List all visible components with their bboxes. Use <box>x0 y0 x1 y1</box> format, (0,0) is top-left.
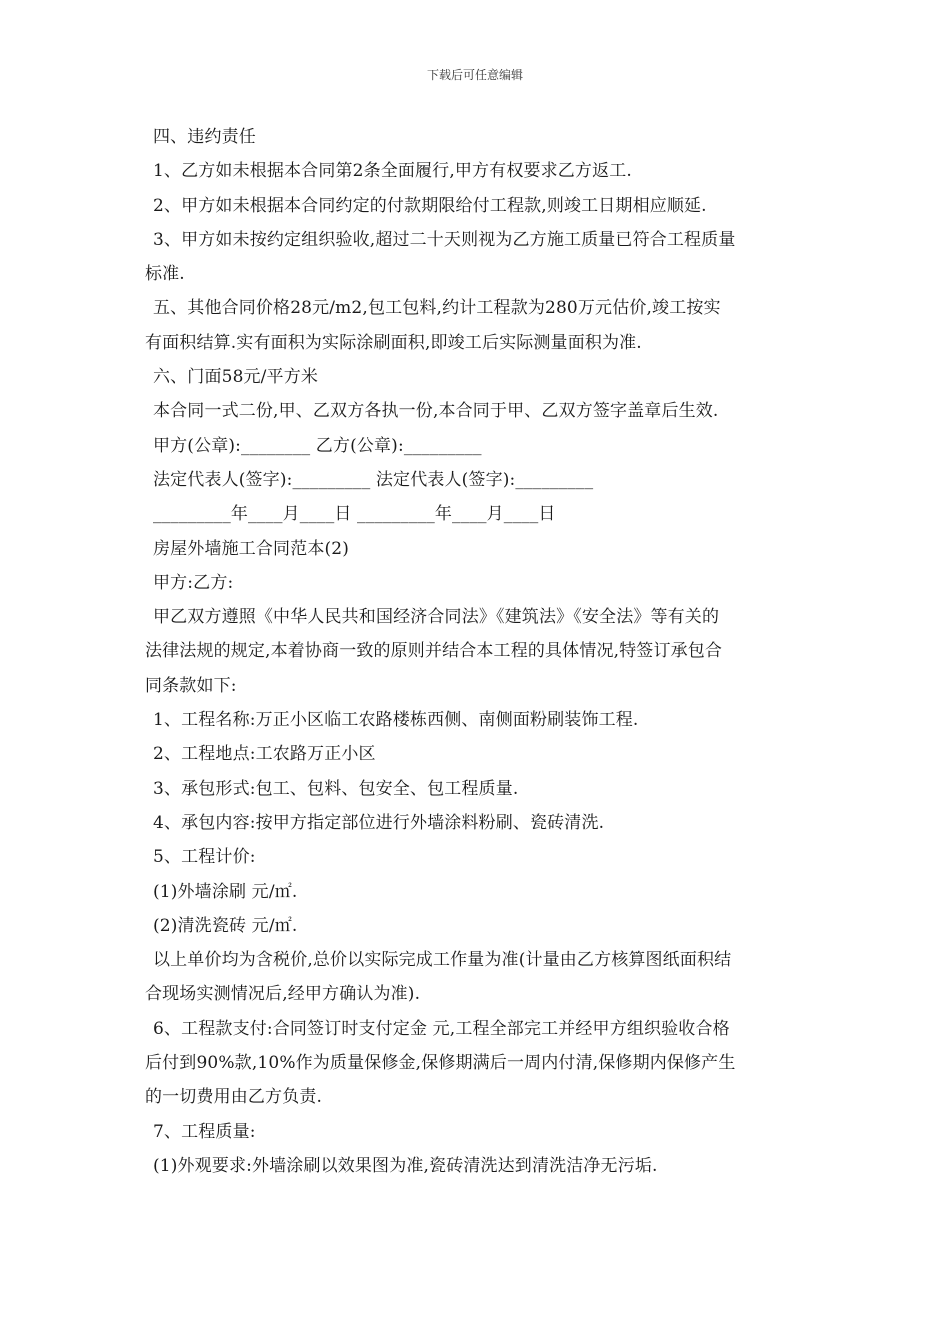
paragraph-line: 1、乙方如未根据本合同第2条全面履行,甲方有权要求乙方返工. <box>153 161 632 182</box>
paragraph-line: 6、工程款支付:合同签订时支付定金 元,工程全部完工并经甲方组织验收合格 <box>153 1018 730 1039</box>
page-header: 下载后可任意编辑 <box>426 68 523 82</box>
paragraph-line: 4、承包内容:按甲方指定部位进行外墙涂料粉刷、瓷砖清洗. <box>153 812 605 833</box>
paragraph-line: 2、工程地点:工农路万正小区 <box>153 744 376 765</box>
paragraph-line: 3、甲方如未按约定组织验收,超过二十天则视为乙方施工质量已符合工程质量 <box>153 229 736 250</box>
paragraph-line: 四、违约责任 <box>153 127 256 147</box>
document-body <box>145 120 810 1183</box>
paragraph-line: 的一切费用由乙方负责. <box>145 1087 323 1108</box>
paragraph-line: 五、其他合同价格28元/m2,包工包料,约计工程款为280万元估价,竣工按实 <box>153 298 721 319</box>
paragraph-line: 5、工程计价: <box>153 847 256 868</box>
paragraph-line: 法定代表人(签字):_________ 法定代表人(签字):_________ <box>153 469 594 490</box>
paragraph-line: 房屋外墙施工合同范本(2) <box>153 538 350 559</box>
paragraph-line: 后付到90%款,10%作为质量保修金,保修期满后一周内付清,保修期内保修产生 <box>145 1053 736 1074</box>
paragraph-line: 合现场实测情况后,经甲方确认为准). <box>145 984 421 1005</box>
paragraph-line: 7、工程质量: <box>153 1121 256 1142</box>
paragraph-line: _________年____月____日 _________年____月____日 <box>153 504 556 525</box>
paragraph-line: 同条款如下: <box>145 675 237 696</box>
paragraph-line: 六、门面58元/平方米 <box>153 367 319 388</box>
paragraph-line: 法律法规的规定,本着协商一致的原则并结合本工程的具体情况,特签订承包合 <box>145 641 723 662</box>
paragraph-line: 1、工程名称:万正小区临工农路楼栋西侧、南侧面粉刷装饰工程. <box>153 710 639 731</box>
paragraph-line: (1)外观要求:外墙涂刷以效果图为准,瓷砖清洗达到清洗洁净无污垢. <box>153 1155 658 1176</box>
paragraph-line: 甲乙双方遵照《中华人民共和国经济合同法》《建筑法》《安全法》等有关的 <box>153 607 720 628</box>
paragraph-line: 有面积结算.实有面积为实际涂刷面积,即竣工后实际测量面积为准. <box>145 332 642 353</box>
paragraph-line: (1)外墙涂刷 元/㎡. <box>153 881 298 902</box>
paragraph-line: 以上单价均为含税价,总价以实际完成工作量为准(计量由乙方核算图纸面积结 <box>153 950 732 971</box>
paragraph-line: 2、甲方如未根据本合同约定的付款期限给付工程款,则竣工日期相应顺延. <box>153 195 707 216</box>
paragraph-line: 甲方:乙方: <box>153 572 234 593</box>
paragraph-line: 本合同一式二份,甲、乙双方各执一份,本合同于甲、乙双方签字盖章后生效. <box>153 401 719 422</box>
paragraph-line: (2)清洗瓷砖 元/㎡. <box>153 915 298 936</box>
paragraph-line: 甲方(公章):________ 乙方(公章):_________ <box>153 435 482 456</box>
paragraph-line: 标准. <box>145 264 185 285</box>
paragraph-line: 3、承包形式:包工、包料、包安全、包工程质量. <box>153 778 519 799</box>
